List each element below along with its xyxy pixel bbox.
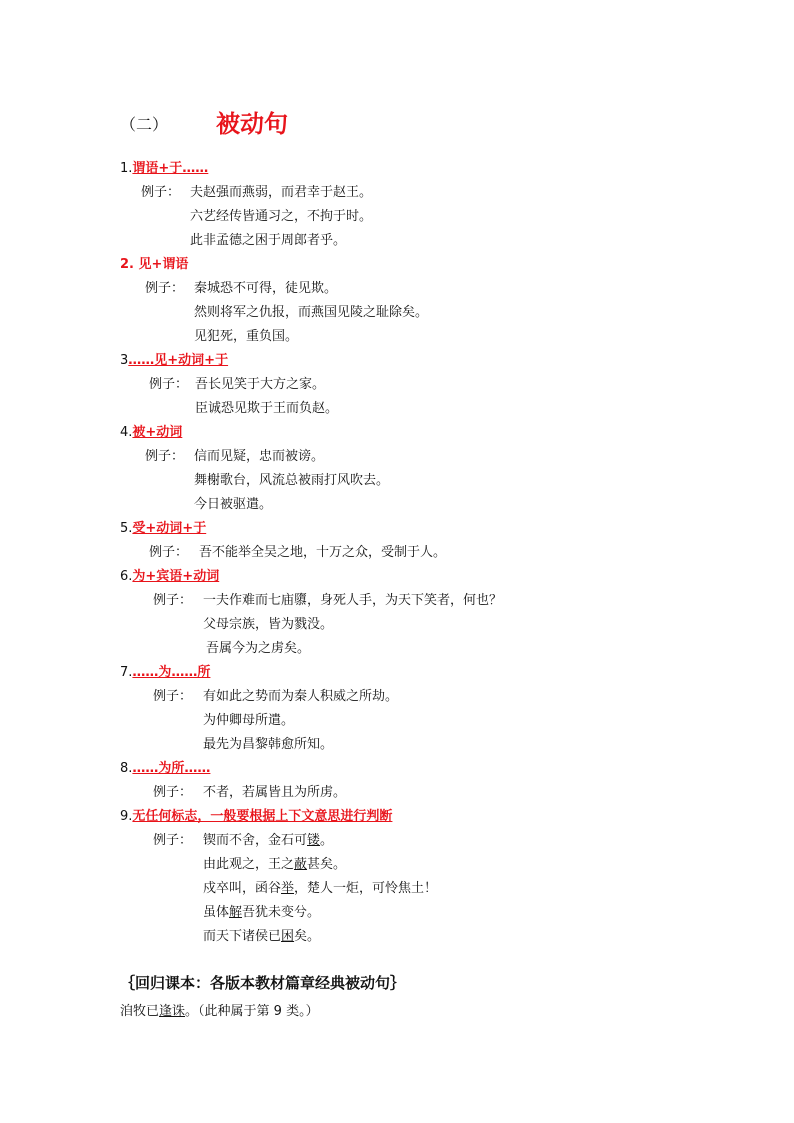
- example-line: 舞榭歌台，风流总被雨打风吹去。: [194, 473, 390, 488]
- example-line: 然则将军之仇报，而燕国见陵之耻除矣。: [194, 305, 429, 320]
- pattern-7-header: 7.……为……所: [120, 665, 211, 680]
- textbook-example-line: 洎牧已逢诛。（此种属于第 9 类。）: [120, 1004, 319, 1019]
- example-line: 锲而不舍，金石可镂。: [203, 833, 334, 848]
- pattern-8-header: 8.……为所……: [120, 761, 211, 776]
- example-line: 不者，若属皆且为所虏。: [203, 785, 347, 800]
- textbook-review-title: ｛回归课本：各版本教材篇章经典被动句｝: [120, 974, 406, 992]
- example-line: 吾属今为之虏矣。: [206, 641, 311, 656]
- example-line: 吾不能举全吴之地，十万之众，受制于人。: [199, 545, 447, 560]
- example-line: 秦城恐不可得，徒见欺。: [194, 281, 338, 296]
- example-line: 虽体解吾犹未变兮。: [203, 905, 321, 920]
- pattern-6-label: 为+宾语+动词: [132, 569, 220, 584]
- pattern-3-header: 3……见+动词+于: [120, 353, 229, 368]
- pattern-3-label: ……见+动词+于: [128, 353, 229, 368]
- example-line: 戍卒叫，函谷举，楚人一炬，可怜焦土！: [203, 881, 438, 896]
- example-prefix: 例子：: [149, 377, 189, 392]
- pattern-7-label: ……为……所: [132, 665, 211, 680]
- example-prefix: 例子：: [145, 281, 185, 296]
- example-line: 见犯死，重负国。: [194, 329, 299, 344]
- example-line: 有如此之势而为秦人积威之所劫。: [203, 689, 399, 704]
- example-line: 父母宗族，皆为戮没。: [203, 617, 334, 632]
- example-line: 夫赵强而燕弱，而君幸于赵王。: [190, 185, 373, 200]
- example-prefix: 例子：: [145, 449, 185, 464]
- section-title: 被动句: [216, 110, 288, 138]
- example-line: 六艺经传皆通习之，不拘于时。: [190, 209, 373, 224]
- pattern-6-header: 6.为+宾语+动词: [120, 569, 220, 584]
- example-prefix: 例子：: [141, 185, 181, 200]
- example-prefix: 例子：: [153, 833, 193, 848]
- example-prefix: 例子：: [153, 689, 193, 704]
- example-line: 吾长见笑于大方之家。: [195, 377, 326, 392]
- pattern-4-label: 被+动词: [132, 425, 183, 440]
- example-line: 由此观之，王之蔽甚矣。: [203, 857, 347, 872]
- pattern-1-header: 1.谓语+于……: [120, 161, 209, 176]
- pattern-2-header: 2. 见+谓语: [120, 257, 189, 272]
- pattern-5-label: 受+动词+于: [132, 521, 207, 536]
- example-line: 最先为昌黎韩愈所知。: [203, 737, 334, 752]
- example-line: 为仲卿母所遣。: [203, 713, 295, 728]
- example-prefix: 例子：: [153, 593, 193, 608]
- example-line: 此非孟德之困于周郎者乎。: [190, 233, 347, 248]
- example-prefix: 例子：: [153, 785, 193, 800]
- example-line: 而天下诸侯已困矣。: [203, 929, 321, 944]
- section-number: （二）: [120, 115, 169, 134]
- pattern-9-header: 9.无任何标志，一般要根据上下文意思进行判断: [120, 809, 393, 824]
- example-line: 一夫作难而七庙隳，身死人手，为天下笑者，何也？: [203, 593, 503, 608]
- pattern-9-label: 无任何标志，一般要根据上下文意思进行判断: [132, 809, 393, 824]
- example-line: 今日被驱遣。: [194, 497, 273, 512]
- pattern-1-label: 谓语+于……: [132, 161, 209, 176]
- pattern-2-label: 见+谓语: [138, 257, 189, 272]
- example-line: 信而见疑，忠而被谤。: [194, 449, 325, 464]
- pattern-5-header: 5.受+动词+于: [120, 521, 207, 536]
- example-prefix: 例子：: [149, 545, 189, 560]
- pattern-8-label: ……为所……: [132, 761, 211, 776]
- example-line: 臣诚恐见欺于王而负赵。: [195, 401, 339, 416]
- pattern-4-header: 4.被+动词: [120, 425, 183, 440]
